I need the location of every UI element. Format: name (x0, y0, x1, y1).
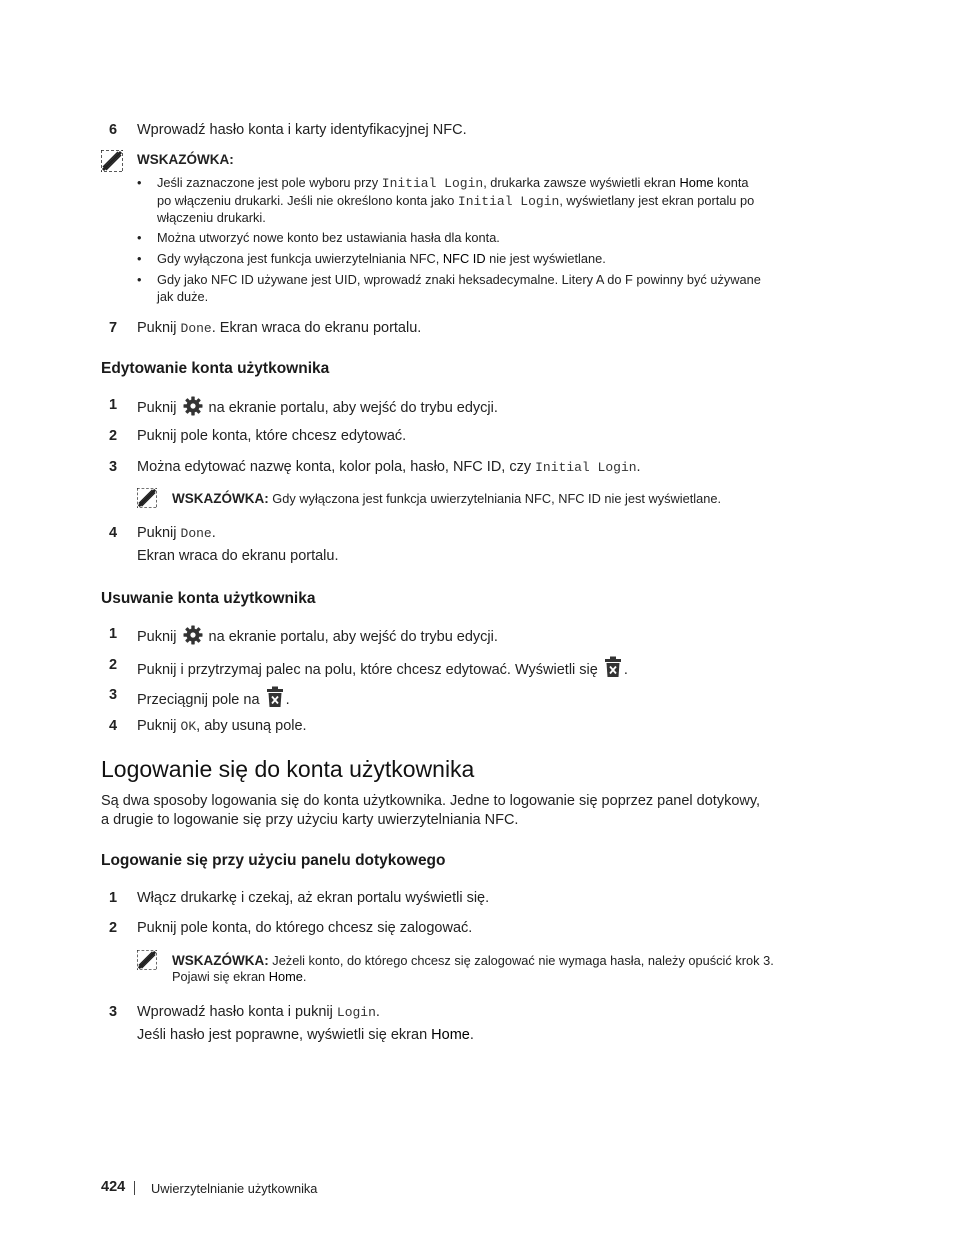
step-text (137, 396, 498, 417)
text: po włączeniu drukarki. Jeśli nie określono konta jako (157, 192, 458, 208)
step-text (137, 625, 498, 646)
text: Jeśli hasło jest poprawne, wyświetli się ekran (137, 1027, 432, 1043)
step-number: 2 (109, 920, 118, 936)
text: , aby usuną pole. (196, 718, 307, 734)
step-text (137, 686, 290, 709)
pencil-note-icon (137, 488, 157, 508)
bullet-icon: • (137, 251, 142, 266)
text: Puknij (137, 320, 181, 336)
step-number: 1 (109, 397, 118, 413)
step-text: Ekran wraca do ekranu portalu. (137, 548, 339, 564)
step-text (137, 717, 307, 736)
step-text: Wprowadź hasło konta i karty identyfikacyjnej NFC. (137, 122, 467, 138)
text: Puknij (137, 400, 181, 416)
text: Puknij i przytrzymaj palec na polu, które chcesz edytować. Wyświetli się (137, 662, 602, 678)
ui-term-nfc-id: NFC ID (442, 251, 486, 266)
page-number: 424 (101, 1179, 126, 1195)
step-number: 6 (109, 122, 118, 138)
text: . (636, 459, 641, 475)
note-bullet-list (137, 175, 837, 305)
text: jak duże. (157, 288, 209, 304)
page-section-title: Logowanie się do konta użytkownika (101, 756, 475, 782)
step-number: 7 (109, 320, 118, 336)
text: Można edytować nazwę konta, kolor pola, hasło, NFC ID, czy (137, 459, 536, 475)
step-text (137, 1003, 380, 1022)
note-text (172, 969, 306, 986)
text: Jeśli zaznaczone jest pole wyboru przy (157, 175, 382, 190)
ui-term-home: Home (268, 969, 303, 984)
step-text: Puknij pole konta, które chcesz edytować. (137, 428, 407, 444)
step-number: 3 (109, 1004, 118, 1020)
note (172, 952, 774, 970)
step-text (137, 319, 421, 338)
list-item (137, 272, 837, 305)
text: konta (713, 175, 749, 190)
step-number: 2 (109, 428, 118, 444)
code-done: Done (180, 526, 212, 541)
text: . (211, 525, 216, 541)
code-initial-login: Initial Login (535, 460, 637, 475)
list-item (137, 230, 837, 246)
intro-text: Są dwa sposoby logowania się do konta użytkownika. Jedne to logowanie się poprzez panel dotykowy, (101, 793, 761, 809)
pencil-note-icon (137, 950, 157, 970)
code-initial-login: Initial Login (381, 176, 484, 191)
step-number: 1 (109, 890, 118, 906)
section-heading: Usuwanie konta użytkownika (101, 590, 316, 607)
text: na ekranie portalu, aby wejść do trybu edycji. (204, 629, 498, 645)
ui-term-home: Home (431, 1027, 470, 1043)
bullet-icon: • (137, 272, 142, 287)
text: nie jest wyświetlane. (485, 251, 606, 266)
code-login: Login (336, 1005, 376, 1020)
list-item (137, 251, 837, 267)
text: na ekranie portalu, aby wejść do trybu edycji. (204, 400, 498, 416)
step-number: 1 (109, 626, 118, 642)
step-number: 2 (109, 657, 118, 673)
text: . Ekran wraca do ekranu portalu. (211, 320, 422, 336)
text: . (285, 692, 290, 708)
code-initial-login: Initial Login (457, 193, 560, 209)
text: , wyświetlany jest ekran portalu po (559, 192, 755, 208)
step-text (137, 656, 628, 679)
intro-text: a drugie to logowanie się przy użyciu karty uwierzytelniania NFC. (101, 812, 519, 828)
text: Puknij (137, 718, 181, 734)
note-label: WSKAZÓWKA: (172, 491, 269, 506)
gear-icon (183, 625, 203, 645)
gear-icon (183, 396, 203, 416)
step-number: 3 (109, 459, 118, 475)
ui-term-home: Home (679, 175, 714, 190)
footer-section: Uwierzytelnianie użytkownika (151, 1181, 318, 1196)
list-item (137, 175, 837, 225)
text: włączeniu drukarki. (157, 210, 266, 225)
note-label: WSKAZÓWKA: (137, 152, 234, 167)
text: Pojawi się ekran (172, 969, 269, 984)
step-text (137, 458, 641, 477)
text: , drukarka zawsze wyświetli ekran (483, 175, 680, 190)
note-label: WSKAZÓWKA: (172, 953, 269, 968)
text: . (302, 969, 307, 984)
text: Można utworzyć nowe konto bez ustawiania hasła dla konta. (157, 230, 500, 245)
pencil-note-icon (101, 150, 123, 172)
step-number: 4 (109, 525, 118, 541)
note (172, 490, 721, 508)
text: Puknij (137, 629, 181, 645)
section-heading: Edytowanie konta użytkownika (101, 360, 330, 377)
trash-icon (604, 656, 622, 678)
step-number: 4 (109, 718, 118, 734)
text: Gdy jako NFC ID używane jest UID, wprowadź znaki heksadecymalne. Litery A do F powinny być używane (157, 272, 761, 287)
footer-divider (134, 1181, 135, 1195)
step-text: Włącz drukarkę i czekaj, aż ekran portalu wyświetli się. (137, 890, 490, 906)
step-text: Puknij pole konta, do którego chcesz się zalogować. (137, 920, 473, 936)
step-text (137, 1026, 474, 1044)
section-heading: Logowanie się przy użyciu panelu dotykowego (101, 852, 446, 869)
trash-icon (266, 686, 284, 708)
bullet-icon: • (137, 175, 142, 190)
text: . (469, 1027, 474, 1043)
bullet-icon: • (137, 230, 142, 245)
text: Przeciągnij pole na (137, 692, 264, 708)
text: Gdy wyłączona jest funkcja uwierzytelniania NFC, (157, 251, 443, 266)
text: . (375, 1004, 380, 1020)
note-text: Gdy wyłączona jest funkcja uwierzytelniania NFC, NFC ID nie jest wyświetlane. (268, 491, 722, 506)
text: Wprowadź hasło konta i puknij (137, 1004, 337, 1020)
step-number: 3 (109, 687, 118, 703)
text: . (623, 662, 628, 678)
step-text (137, 524, 216, 543)
text: Puknij (137, 525, 181, 541)
code-ok: OK (180, 719, 197, 734)
code-done: Done (180, 321, 212, 336)
note-text: Jeżeli konto, do którego chcesz się zalogować nie wymaga hasła, należy opuścić krok 3. (268, 953, 774, 968)
